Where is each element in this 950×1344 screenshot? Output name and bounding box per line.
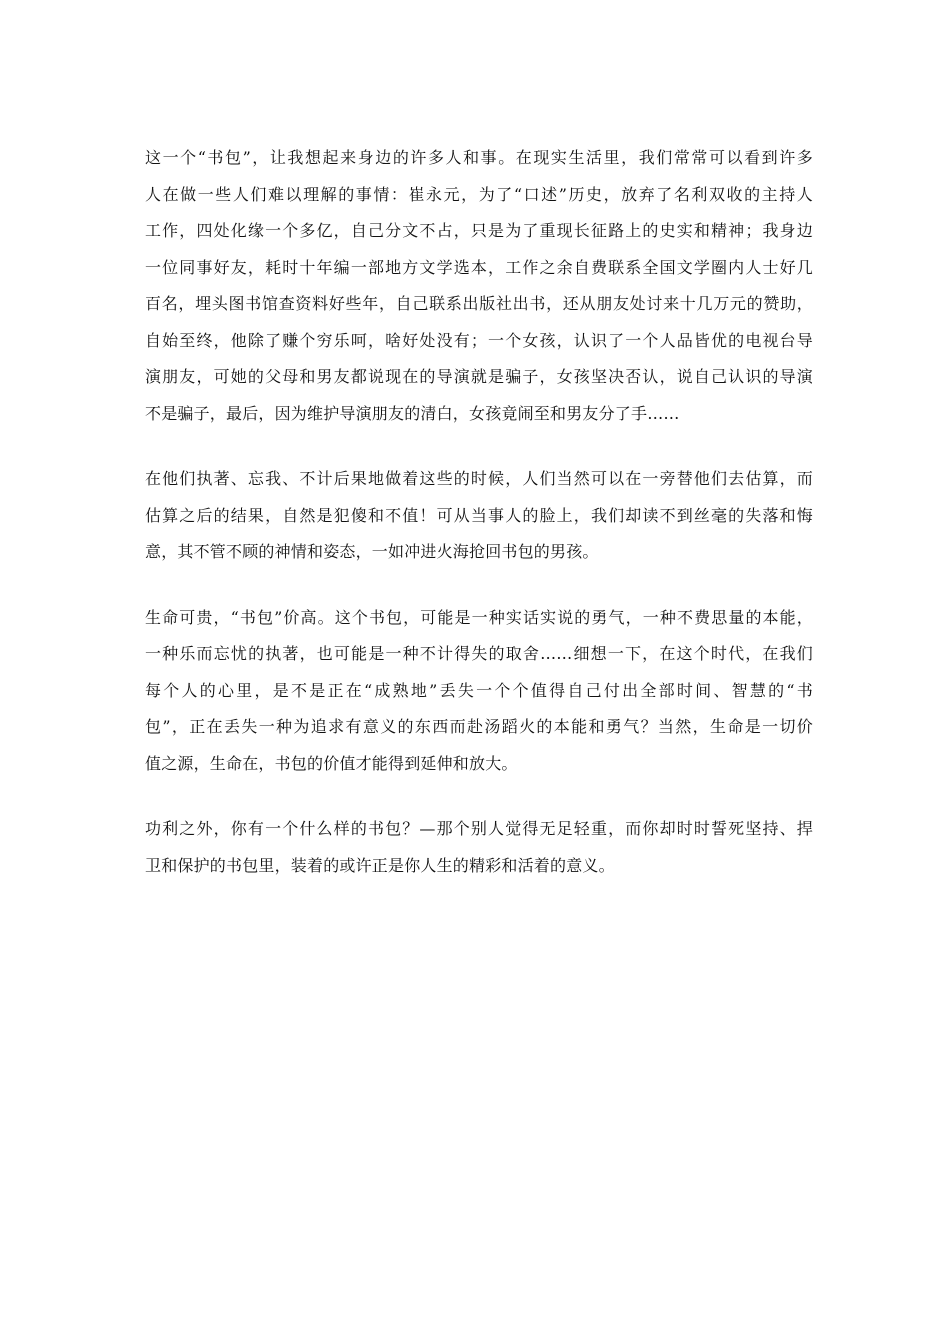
paragraph-line: 估算之后的结果，自然是犯傻和不值！可从当事人的脸上，我们却读不到丝毫的失落和悔 — [145, 505, 813, 525]
paragraph-line: 卫和保护的书包里，装着的或许正是你人生的精彩和活着的意义。 — [145, 855, 615, 875]
paragraph-line: 不是骗子，最后，因为维护导演朋友的清白，女孩竟闹至和男友分了手…… — [145, 403, 680, 423]
paragraph-1 — [145, 140, 813, 432]
paragraph-line: 工作，四处化缘一个多亿，自己分文不占，只是为了重现长征路上的史实和精神；我身边 — [145, 221, 813, 240]
paragraph-4 — [145, 811, 813, 884]
paragraph-line: 值之源，生命在，书包的价值才能得到延伸和放大。 — [145, 753, 518, 773]
paragraph-line: 人在做一些人们难以理解的事情：崔永元，为了“口述”历史，放弃了名利双收的主持人 — [145, 184, 813, 204]
paragraph-line: 生命可贵，“书包”价高。这个书包，可能是一种实话实说的勇气，一种不费思量的本能， — [145, 607, 813, 627]
paragraph-line: 百名，埋头图书馆查资料好些年，自己联系出版社出书，还从朋友处讨来十几万元的赞助， — [145, 294, 813, 313]
paragraph-line: 功利之外，你有一个什么样的书包？—那个别人觉得无足轻重，而你却时时誓死坚持、捍 — [145, 819, 813, 838]
paragraph-line: 包”，正在丢失一种为追求有意义的东西而赴汤蹈火的本能和勇气？当然，生命是一切价 — [145, 717, 813, 736]
essay-body — [145, 140, 813, 913]
paragraph-3 — [145, 600, 813, 783]
paragraph-2 — [145, 461, 813, 571]
paragraph-line: 演朋友，可她的父母和男友都说现在的导演就是骗子，女孩坚决否认，说自己认识的导演 — [145, 367, 813, 386]
paragraph-line: 自始至终，他除了赚个穷乐呵，啥好处没有；一个女孩，认识了一个人品皆优的电视台导 — [145, 330, 813, 350]
paragraph-line: 一位同事好友，耗时十年编一部地方文学选本，工作之余自费联系全国文学圈内人士好几 — [145, 257, 813, 277]
paragraph-line: 在他们执著、忘我、不计后果地做着这些的时候，人们当然可以在一旁替他们去估算，而 — [145, 469, 813, 488]
paragraph-line: 这一个“书包”，让我想起来身边的许多人和事。在现实生活里，我们常常可以看到许多 — [145, 148, 813, 167]
paragraph-line: 意，其不管不顾的神情和姿态，一如冲进火海抢回书包的男孩。 — [145, 542, 599, 561]
paragraph-line: 一种乐而忘忧的执著，也可能是一种不计得失的取舍……细想一下，在这个时代，在我们 — [145, 644, 813, 663]
paragraph-line: 每个人的心里，是不是正在“成熟地”丢失一个个值得自己付出全部时间、智慧的“书 — [145, 680, 813, 700]
